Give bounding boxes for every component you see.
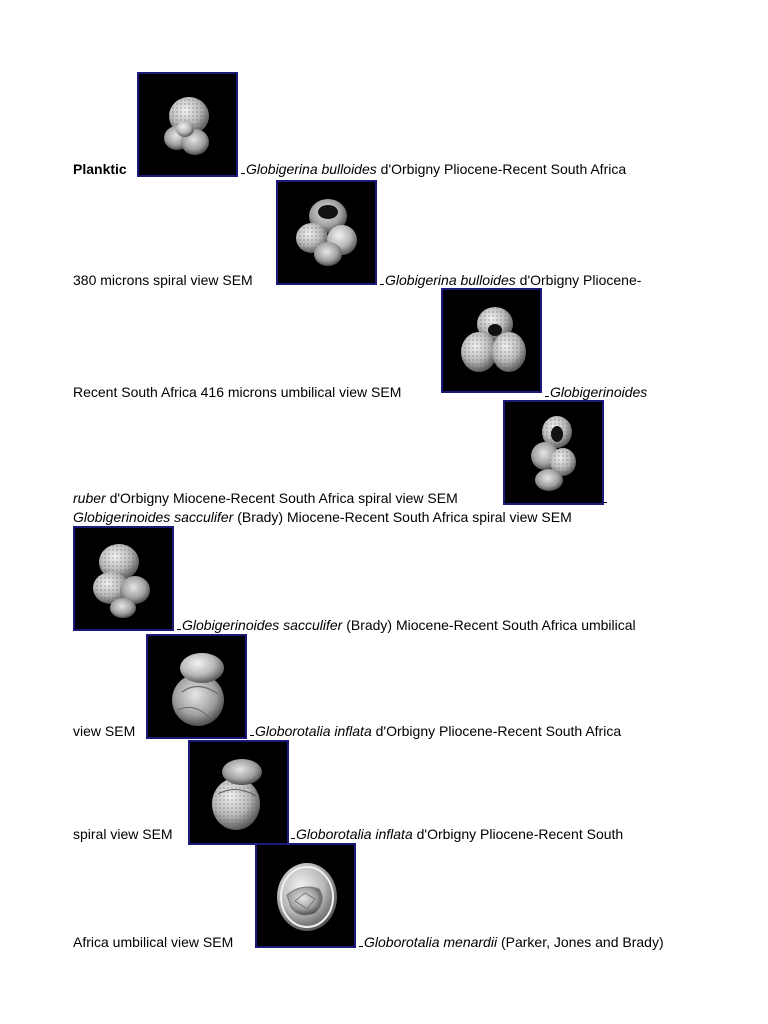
- section-heading: Planktic: [73, 161, 127, 177]
- image-link-underline[interactable]: [241, 172, 245, 174]
- text-segment: 380 microns spiral view SEM: [73, 272, 253, 288]
- document-line-2b: [380, 272, 641, 288]
- document-line-4b: [603, 490, 608, 506]
- image-link-underline[interactable]: [177, 628, 181, 630]
- taxon-name: Globigerinoides: [550, 384, 648, 400]
- document-line-5: [73, 509, 572, 525]
- document-line-7b: [250, 723, 621, 739]
- taxon-name: Globigerina bulloides: [385, 272, 516, 288]
- foraminifera-sem-image-5[interactable]: [73, 526, 174, 631]
- taxon-name: Globorotalia menardii: [364, 934, 498, 950]
- foraminifera-shell-icon: [190, 742, 287, 843]
- taxon-name: Globigerina bulloides: [246, 161, 377, 177]
- taxon-details: (Brady) Miocene-Recent South Africa umbilical: [342, 617, 636, 633]
- foraminifera-shell-icon: [139, 74, 236, 175]
- document-line-9: [73, 934, 233, 950]
- foraminifera-shell-icon: [443, 290, 540, 391]
- taxon-name: ruber: [73, 490, 106, 506]
- foraminifera-shell-icon: [278, 182, 375, 283]
- text-segment: spiral view SEM: [73, 826, 173, 842]
- document-line-2: [73, 272, 253, 288]
- document-line-8: [73, 826, 173, 842]
- image-link-underline[interactable]: [291, 837, 295, 839]
- foraminifera-shell-icon: [257, 845, 354, 946]
- taxon-details: (Brady) Miocene-Recent South Africa spiral view SEM: [233, 509, 572, 525]
- foraminifera-sem-image-2[interactable]: [276, 180, 377, 285]
- text-segment: view SEM: [73, 723, 136, 739]
- text-segment: Recent South Africa 416 microns umbilical view SEM: [73, 384, 402, 400]
- image-link-underline[interactable]: [380, 283, 384, 285]
- image-link-underline[interactable]: [250, 734, 254, 736]
- taxon-name: Globorotalia inflata: [255, 723, 372, 739]
- taxon-details: d'Orbigny Pliocene-Recent South Africa: [371, 723, 622, 739]
- foraminifera-sem-image-8[interactable]: [255, 843, 356, 948]
- taxon-details: (Parker, Jones and Brady): [497, 934, 664, 950]
- document-line-8b: [291, 826, 623, 842]
- taxon-name: Globigerinoides sacculifer: [182, 617, 343, 633]
- taxon-details: d'Orbigny Miocene-Recent South Africa spiral view SEM: [105, 490, 458, 506]
- foraminifera-sem-image-4[interactable]: [503, 400, 604, 505]
- taxon-details: d'Orbigny Pliocene-Recent South: [412, 826, 624, 842]
- image-link-underline[interactable]: [545, 395, 549, 397]
- foraminifera-sem-image-3[interactable]: [441, 288, 542, 393]
- foraminifera-sem-image-1[interactable]: [137, 72, 238, 177]
- image-link-underline[interactable]: [359, 945, 363, 947]
- document-line-1b: [241, 161, 626, 177]
- document-line-6: [177, 617, 636, 633]
- document-line-7: [73, 723, 135, 739]
- foraminifera-sem-image-7[interactable]: [188, 740, 289, 845]
- text-segment: Africa umbilical view SEM: [73, 934, 234, 950]
- document-line-1: [73, 161, 127, 177]
- document-line-3b: [545, 384, 647, 400]
- image-link-underline[interactable]: [603, 501, 607, 503]
- document-line-4: [73, 490, 458, 506]
- taxon-details: d'Orbigny Pliocene-: [515, 272, 642, 288]
- foraminifera-shell-icon: [75, 528, 172, 629]
- taxon-details: d'Orbigny Pliocene-Recent South Africa: [376, 161, 627, 177]
- foraminifera-shell-icon: [505, 402, 602, 503]
- taxon-name: Globorotalia inflata: [296, 826, 413, 842]
- foraminifera-shell-icon: [148, 636, 245, 737]
- taxon-name: Globigerinoides sacculifer: [73, 509, 234, 525]
- foraminifera-sem-image-6[interactable]: [146, 634, 247, 739]
- document-line-9b: [359, 934, 664, 950]
- document-line-3: [73, 384, 401, 400]
